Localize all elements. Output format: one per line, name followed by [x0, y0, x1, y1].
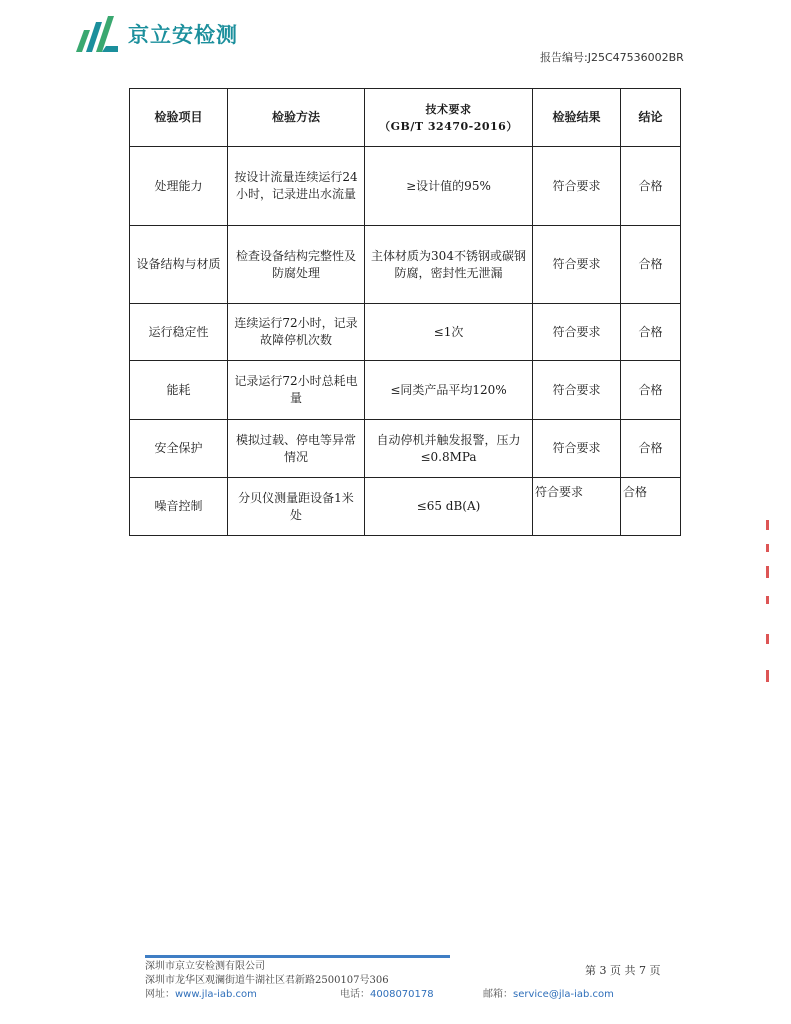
- header-requirement-title: 技术要求: [425, 102, 472, 116]
- header-requirement-standard: （GB/T 32470-2016）: [379, 119, 518, 133]
- cell-result: 符合要求: [533, 361, 621, 420]
- cell-requirement: 自动停机并触发报警，压力≤0.8MPa: [365, 420, 533, 478]
- footer-contacts: [145, 988, 614, 1002]
- cell-method: 分贝仪测量距设备1米处: [228, 478, 365, 536]
- table-row: [130, 226, 681, 304]
- header-result: 检验结果: [533, 89, 621, 147]
- footer: [145, 960, 614, 1002]
- cell-result: 符合要求: [533, 478, 621, 536]
- cell-conclusion: 合格: [621, 226, 681, 304]
- cell-conclusion: 合格: [621, 361, 681, 420]
- footer-address: 深圳市龙华区观澜街道牛湖社区君新路2500107号306: [145, 975, 389, 986]
- cell-method: 检查设备结构完整性及防腐处理: [228, 226, 365, 304]
- footer-company: 深圳市京立安检测有限公司: [145, 961, 265, 972]
- cell-method: 记录运行72小时总耗电量: [228, 361, 365, 420]
- cell-item: 噪音控制: [130, 478, 228, 536]
- company-name-logo: 京立安检测: [128, 23, 238, 47]
- cell-conclusion: 合格: [621, 478, 681, 536]
- cell-result: 符合要求: [533, 420, 621, 478]
- cell-result: 符合要求: [533, 147, 621, 226]
- table-row: [130, 420, 681, 478]
- cell-item: 安全保护: [130, 420, 228, 478]
- cell-item: 处理能力: [130, 147, 228, 226]
- cell-requirement: ≤65 dB(A): [365, 478, 533, 536]
- table-row: [130, 304, 681, 361]
- header-requirement: [365, 89, 533, 147]
- table-row: [130, 147, 681, 226]
- phone-number: 4008070178: [370, 989, 434, 1000]
- cell-requirement: ≥设计值的95%: [365, 147, 533, 226]
- footer-divider: [145, 955, 450, 958]
- cell-conclusion: 合格: [621, 147, 681, 226]
- cell-method: 按设计流量连续运行24小时，记录进出水流量: [228, 147, 365, 226]
- page-indicator: 第 3 页 共 7 页: [585, 964, 661, 977]
- table-row: [130, 361, 681, 420]
- email-label: 邮箱：: [483, 989, 513, 1000]
- company-logo: [72, 12, 238, 56]
- website-link[interactable]: www.jla-iab.com: [175, 989, 257, 1000]
- header-item: 检验项目: [130, 89, 228, 147]
- report-number: 报告编号:J25C47536002BR: [540, 51, 684, 64]
- jla-logo-icon: [72, 12, 122, 56]
- header-conclusion: 结论: [621, 89, 681, 147]
- cell-item: 能耗: [130, 361, 228, 420]
- edge-seal-marks: [762, 520, 776, 690]
- cell-method: 连续运行72小时，记录故障停机次数: [228, 304, 365, 361]
- cell-requirement: ≤1次: [365, 304, 533, 361]
- website-label: 网址：: [145, 989, 175, 1000]
- inspection-results-table: [129, 88, 681, 536]
- cell-conclusion: 合格: [621, 304, 681, 361]
- cell-method: 模拟过载、停电等异常情况: [228, 420, 365, 478]
- cell-requirement: 主体材质为304不锈钢或碳钢防腐，密封性无泄漏: [365, 226, 533, 304]
- table-header-row: [130, 89, 681, 147]
- header-method: 检验方法: [228, 89, 365, 147]
- cell-item: 设备结构与材质: [130, 226, 228, 304]
- cell-requirement: ≤同类产品平均120%: [365, 361, 533, 420]
- cell-item: 运行稳定性: [130, 304, 228, 361]
- cell-result: 符合要求: [533, 226, 621, 304]
- table-row: [130, 478, 681, 536]
- cell-conclusion: 合格: [621, 420, 681, 478]
- cell-result: 符合要求: [533, 304, 621, 361]
- email-link[interactable]: service@jla-iab.com: [513, 989, 614, 1000]
- phone-label: 电话：: [340, 989, 370, 1000]
